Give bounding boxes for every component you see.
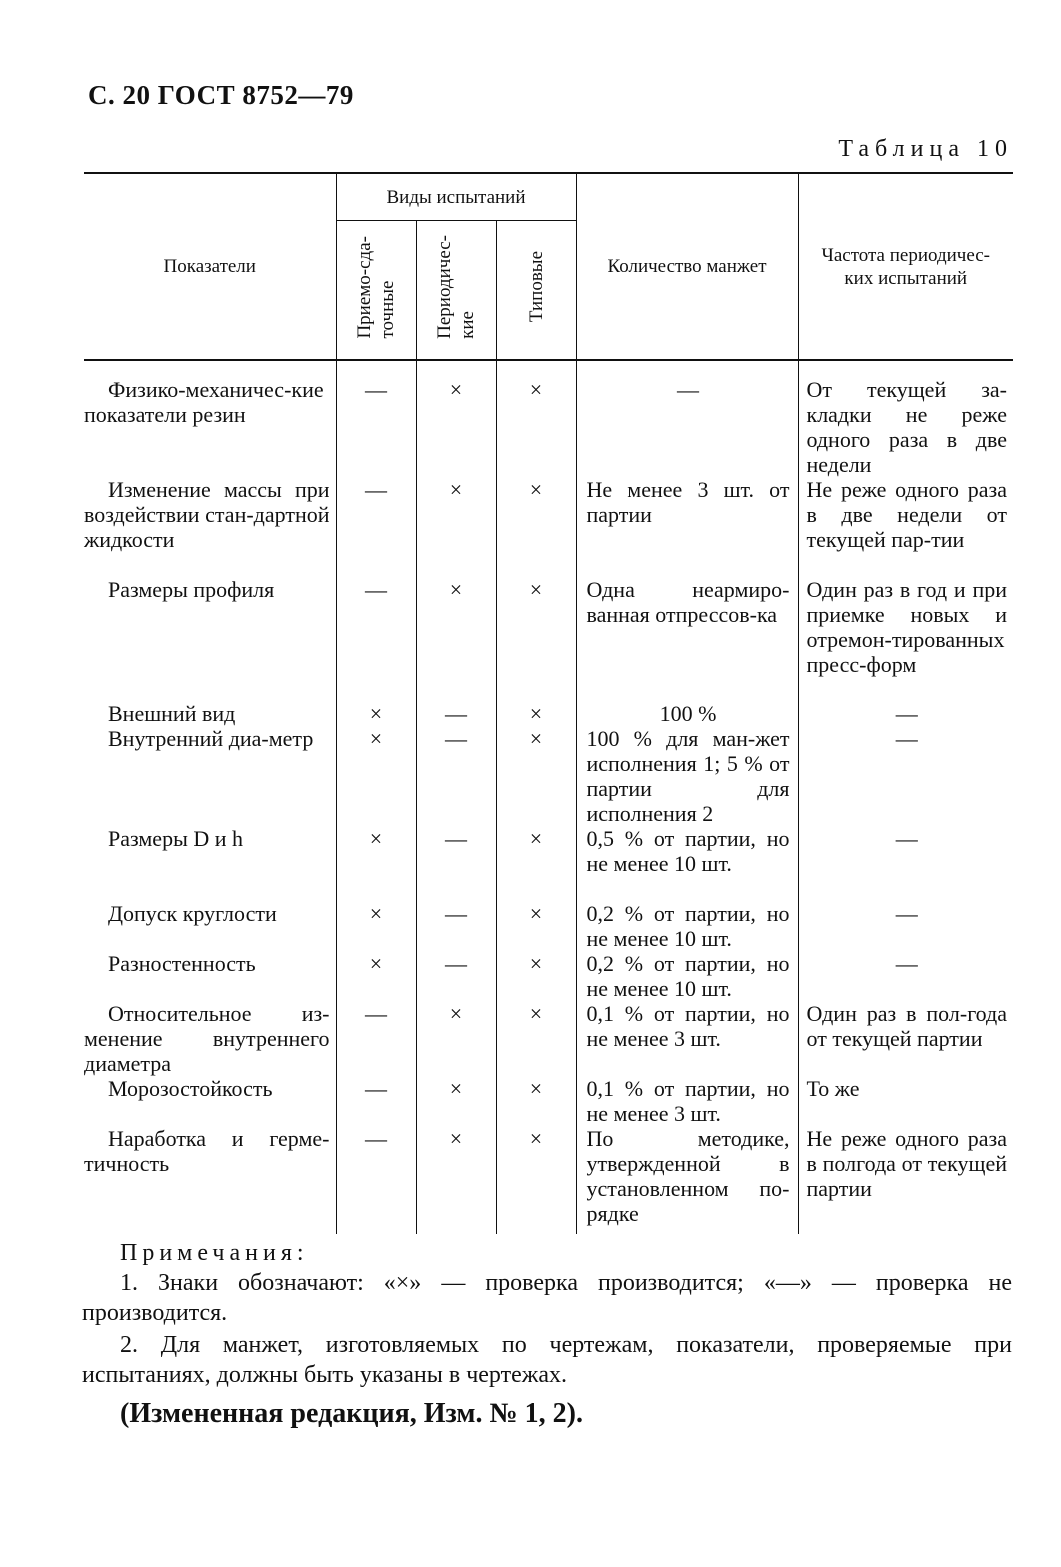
quantity-cell-text: 0,1 % от партии, но не менее 3 шт. — [586, 1001, 790, 1051]
table-row — [84, 577, 1013, 701]
frequency-cell-text: Не реже одного раза в полгода от текущей партии — [806, 1126, 1007, 1201]
frequency-cell-text: — — [895, 901, 918, 926]
acceptance-cell — [336, 1126, 416, 1232]
frequency-cell — [798, 477, 1013, 577]
frequency-cell-text: — — [895, 951, 918, 976]
header-typical-text: Типовые — [525, 251, 547, 323]
frequency-cell — [798, 726, 1013, 826]
typical-cell — [496, 901, 576, 951]
acceptance-cell — [336, 360, 416, 477]
header-typical — [496, 221, 576, 361]
indicator-cell — [84, 951, 336, 1001]
note-2: 2. Для манжет, изготовляемых по чертежам, показатели, проверяемые при испытаниях, должны быть указаны в чертежах. — [82, 1332, 1012, 1388]
typical-cell-text: × — [529, 377, 543, 402]
frequency-cell — [798, 577, 1013, 701]
quantity-cell — [576, 1076, 798, 1126]
table-row — [84, 477, 1013, 577]
periodic-cell — [416, 826, 496, 901]
header-acceptance-text: Приемо-сда- точные — [354, 235, 398, 339]
indicator-cell-text: Размеры профиля — [108, 577, 275, 602]
table-row — [84, 360, 1013, 477]
page-header: С. 20 ГОСТ 8752—79 — [88, 80, 354, 110]
frequency-cell-text: То же — [806, 1076, 860, 1101]
table-10 — [84, 172, 1013, 1234]
indicator-cell-text: Относительное из-менение внутреннего диаметра — [84, 1001, 330, 1076]
acceptance-cell-text: × — [369, 951, 383, 976]
acceptance-cell-text: — — [365, 1076, 387, 1101]
typical-cell — [496, 360, 576, 477]
periodic-cell — [416, 726, 496, 826]
acceptance-cell — [336, 951, 416, 1001]
periodic-cell-text: — — [445, 951, 467, 976]
indicator-cell — [84, 1001, 336, 1076]
acceptance-cell-text: — — [365, 577, 387, 602]
table-10-container — [84, 172, 1013, 1234]
periodic-cell-text: — — [445, 901, 467, 926]
typical-cell-text: × — [529, 1076, 543, 1101]
table-row — [84, 1126, 1013, 1232]
quantity-cell-text: — — [677, 377, 699, 402]
quantity-cell-text: 100 % для ман-жет исполнения 1; 5 % от партии для исполнения 2 — [586, 726, 790, 826]
indicator-cell-text: Допуск круглости — [108, 901, 277, 926]
typical-cell — [496, 1076, 576, 1126]
periodic-cell-text: — — [445, 726, 467, 751]
periodic-cell — [416, 951, 496, 1001]
acceptance-cell-text: — — [365, 1001, 387, 1026]
acceptance-cell — [336, 901, 416, 951]
typical-cell-text: × — [529, 477, 543, 502]
typical-cell-text: × — [529, 826, 543, 851]
frequency-cell — [798, 951, 1013, 1001]
header-indicators: Показатели — [84, 173, 336, 360]
frequency-cell-text: — — [895, 726, 918, 751]
acceptance-cell — [336, 1076, 416, 1126]
acceptance-cell-text: — — [365, 377, 387, 402]
quantity-cell-text: Не менее 3 шт. от партии — [586, 477, 790, 527]
frequency-cell — [798, 360, 1013, 477]
acceptance-cell — [336, 726, 416, 826]
filler-cell — [496, 1232, 576, 1234]
header-periodic-text: Периодичес- кие — [434, 235, 478, 339]
header-test-types: Виды испытаний — [336, 173, 576, 221]
acceptance-cell-text: × — [369, 826, 383, 851]
periodic-cell-text: — — [445, 826, 467, 851]
indicator-cell-text: Морозостойкость — [108, 1076, 273, 1101]
periodic-cell-text: × — [449, 1001, 463, 1026]
quantity-cell-text: По методике, утвержденной в установленном по-рядке — [586, 1126, 790, 1226]
typical-cell — [496, 1001, 576, 1076]
periodic-cell-text: — — [445, 701, 467, 726]
typical-cell-text: × — [529, 726, 543, 751]
typical-cell-text: × — [529, 1126, 543, 1151]
table-body — [84, 360, 1013, 1234]
frequency-cell — [798, 901, 1013, 951]
periodic-cell-text: × — [449, 1126, 463, 1151]
indicator-cell-text: Разностенность — [108, 951, 256, 976]
acceptance-cell — [336, 1001, 416, 1076]
typical-cell-text: × — [529, 901, 543, 926]
quantity-cell — [576, 477, 798, 577]
indicator-cell-text: Наработка и герме-тичность — [84, 1126, 330, 1176]
filler-cell — [84, 1232, 336, 1234]
periodic-cell — [416, 1001, 496, 1076]
frequency-cell-text: От текущей за-кладки не реже одного раза в две недели — [806, 377, 1007, 477]
frequency-cell — [798, 1126, 1013, 1232]
table-filler-row — [84, 1232, 1013, 1234]
acceptance-cell — [336, 477, 416, 577]
table-row — [84, 701, 1013, 726]
periodic-cell — [416, 360, 496, 477]
periodic-cell — [416, 701, 496, 726]
quantity-cell — [576, 726, 798, 826]
typical-cell — [496, 701, 576, 726]
indicator-cell-text: Изменение массы при воздействии стан-дартной жидкости — [84, 477, 330, 552]
frequency-cell-text: Один раз в год и при приемке новых и отремон-тированных пресс-форм — [806, 577, 1007, 677]
note-1: 1. Знаки обозначают: «×» — проверка производится; «—» — проверка не производится. — [82, 1270, 1012, 1326]
table-row — [84, 1076, 1013, 1126]
quantity-cell-text: Одна неармиро-ванная отпрессов-ка — [586, 577, 790, 627]
typical-cell — [496, 826, 576, 901]
periodic-cell — [416, 1076, 496, 1126]
header-acceptance — [336, 221, 416, 361]
indicator-cell — [84, 1076, 336, 1126]
amendment-note: (Измененная редакция, Изм. № 1, 2). — [120, 1398, 583, 1429]
quantity-cell — [576, 577, 798, 701]
typical-cell — [496, 477, 576, 577]
periodic-cell — [416, 477, 496, 577]
typical-cell — [496, 577, 576, 701]
acceptance-cell-text: — — [365, 477, 387, 502]
indicator-cell — [84, 577, 336, 701]
filler-cell — [336, 1232, 416, 1234]
indicator-cell-text: Внешний вид — [108, 701, 236, 726]
indicator-cell — [84, 477, 336, 577]
filler-cell — [576, 1232, 798, 1234]
acceptance-cell — [336, 577, 416, 701]
filler-cell — [416, 1232, 496, 1234]
header-frequency — [798, 173, 1013, 360]
table-row — [84, 901, 1013, 951]
frequency-cell-text: Один раз в пол-года от текущей партии — [806, 1001, 1007, 1051]
typical-cell-text: × — [529, 1001, 543, 1026]
header-frequency-text: Частота периодичес- ких испытаний — [821, 244, 990, 289]
table-row — [84, 1001, 1013, 1076]
quantity-cell — [576, 901, 798, 951]
frequency-cell — [798, 826, 1013, 901]
periodic-cell — [416, 901, 496, 951]
indicator-cell — [84, 901, 336, 951]
acceptance-cell-text: × — [369, 726, 383, 751]
table-caption: Таблица 10 — [838, 136, 1013, 162]
typical-cell-text: × — [529, 577, 543, 602]
quantity-cell-text: 0,1 % от партии, но не менее 3 шт. — [586, 1076, 790, 1126]
quantity-cell-text: 100 % — [659, 701, 717, 726]
acceptance-cell-text: — — [365, 1126, 387, 1151]
quantity-cell — [576, 1001, 798, 1076]
notes-title: Примечания: — [120, 1240, 309, 1266]
typical-cell-text: × — [529, 701, 543, 726]
typical-cell-text: × — [529, 951, 543, 976]
typical-cell — [496, 951, 576, 1001]
frequency-cell — [798, 701, 1013, 726]
filler-cell — [798, 1232, 1013, 1234]
header-quantity: Количество манжет — [576, 173, 798, 360]
acceptance-cell-text: × — [369, 701, 383, 726]
frequency-cell-text: — — [895, 826, 918, 851]
frequency-cell-text: — — [895, 701, 918, 726]
typical-cell — [496, 1126, 576, 1232]
quantity-cell — [576, 951, 798, 1001]
indicator-cell — [84, 1126, 336, 1232]
quantity-cell — [576, 1126, 798, 1232]
quantity-cell-text: 0,2 % от партии, но не менее 10 шт. — [586, 901, 790, 951]
periodic-cell — [416, 1126, 496, 1232]
indicator-cell — [84, 826, 336, 901]
quantity-cell — [576, 826, 798, 901]
frequency-cell — [798, 1001, 1013, 1076]
indicator-cell-text: Размеры D и h — [108, 826, 244, 851]
quantity-cell — [576, 701, 798, 726]
indicator-cell — [84, 726, 336, 826]
header-periodic — [416, 221, 496, 361]
periodic-cell — [416, 577, 496, 701]
periodic-cell-text: × — [449, 377, 463, 402]
quantity-cell-text: 0,5 % от партии, но не менее 10 шт. — [586, 826, 790, 876]
quantity-cell — [576, 360, 798, 477]
periodic-cell-text: × — [449, 477, 463, 502]
indicator-cell-text: Внутренний диа-метр — [108, 726, 314, 751]
acceptance-cell-text: × — [369, 901, 383, 926]
notes — [82, 1238, 1012, 1390]
typical-cell — [496, 726, 576, 826]
indicator-cell-text: Физико-механичес-кие показатели резин — [84, 377, 324, 427]
table-row — [84, 951, 1013, 1001]
table-row — [84, 826, 1013, 901]
quantity-cell-text: 0,2 % от партии, но не менее 10 шт. — [586, 951, 790, 1001]
indicator-cell — [84, 701, 336, 726]
periodic-cell-text: × — [449, 577, 463, 602]
table-row — [84, 726, 1013, 826]
frequency-cell — [798, 1076, 1013, 1126]
periodic-cell-text: × — [449, 1076, 463, 1101]
acceptance-cell — [336, 701, 416, 726]
frequency-cell-text: Не реже одного раза в две недели от текущей пар-тии — [806, 477, 1007, 552]
acceptance-cell — [336, 826, 416, 901]
indicator-cell — [84, 360, 336, 477]
